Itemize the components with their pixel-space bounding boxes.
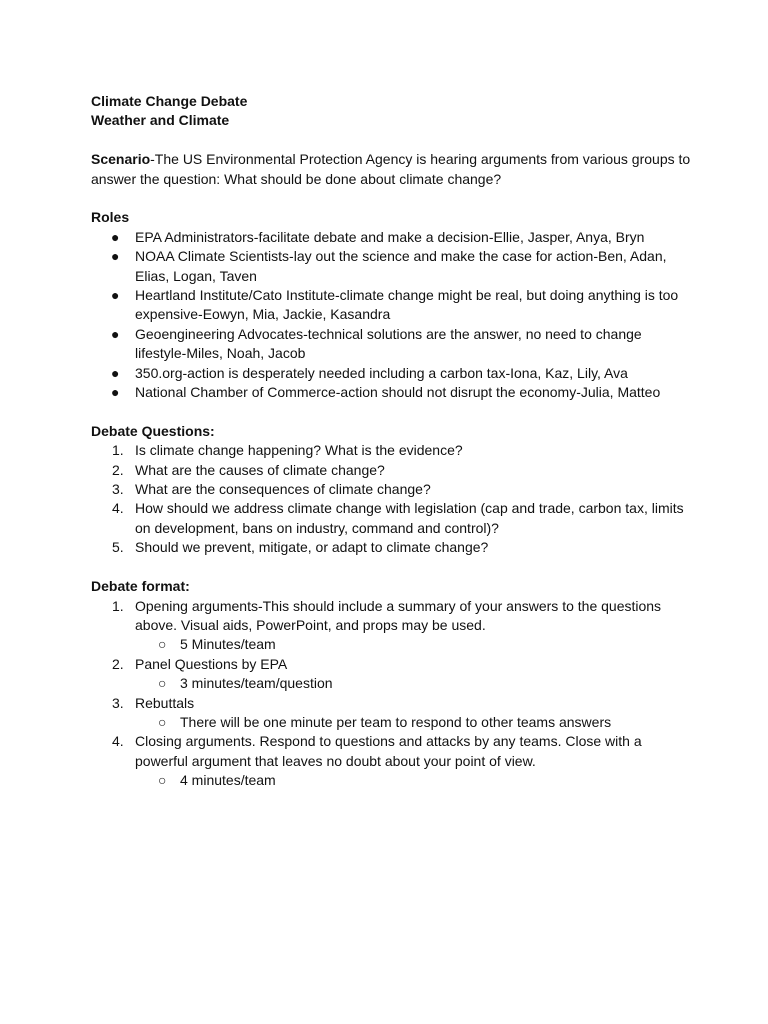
item-number: 1. bbox=[112, 597, 124, 614]
format-sub-item bbox=[91, 635, 691, 654]
format-sub-list bbox=[135, 674, 691, 693]
format-sub-item bbox=[91, 674, 691, 693]
question-text: How should we address climate change with legislation (cap and trade, carbon tax, limits on development, bans on industry, command and control)? bbox=[135, 500, 684, 536]
roles-list bbox=[91, 228, 691, 403]
bullet-icon: ● bbox=[111, 287, 120, 304]
roles-heading: Roles bbox=[91, 209, 130, 226]
question-text: What are the causes of climate change? bbox=[135, 461, 385, 478]
bullet-icon: ● bbox=[111, 364, 120, 381]
format-sub-text: 3 minutes/team/question bbox=[180, 675, 333, 692]
bullet-icon: ● bbox=[111, 325, 120, 342]
format-item bbox=[91, 732, 691, 790]
question-text: What are the consequences of climate change? bbox=[135, 481, 431, 498]
format-text: Rebuttals bbox=[135, 694, 195, 711]
question-text: Is climate change happening? What is the evidence? bbox=[135, 442, 463, 459]
scenario-label: Scenario bbox=[91, 151, 151, 168]
bullet-icon: ● bbox=[111, 228, 120, 245]
format-item bbox=[91, 655, 691, 694]
question-item bbox=[91, 480, 691, 499]
role-item bbox=[91, 325, 691, 364]
role-text: Geoengineering Advocates-technical solutions are the answer, no need to change lifestyle-Miles, Noah, Jacob bbox=[135, 325, 642, 362]
item-number: 3. bbox=[112, 481, 124, 498]
item-number: 4. bbox=[112, 500, 124, 517]
format-sub-text: 5 Minutes/team bbox=[180, 636, 276, 653]
role-text: Heartland Institute/Cato Institute-climate change might be real, but doing anything is too expensive-Eowyn, Mia, Jackie, Kasandra bbox=[135, 287, 679, 323]
bullet-icon: ● bbox=[111, 248, 120, 265]
format-text: Closing arguments. Respond to questions and attacks by any teams. Close with a powerful argument that leaves no doubt about your point of view. bbox=[135, 733, 642, 769]
format-sub-list bbox=[135, 635, 691, 654]
spacer bbox=[91, 558, 691, 577]
questions-list bbox=[91, 441, 691, 557]
item-number: 2. bbox=[112, 655, 124, 672]
document-title: Climate Change Debate bbox=[91, 93, 248, 109]
bullet-icon: ● bbox=[111, 384, 120, 401]
question-item bbox=[91, 461, 691, 480]
format-sub-item bbox=[91, 771, 691, 790]
circle-bullet-icon: ○ bbox=[158, 636, 167, 653]
format-sub-list bbox=[135, 713, 691, 732]
format-item bbox=[91, 597, 691, 655]
document-subtitle: Weather and Climate bbox=[91, 112, 230, 129]
format-list bbox=[91, 597, 691, 791]
format-heading: Debate format: bbox=[91, 578, 190, 595]
circle-bullet-icon: ○ bbox=[158, 713, 167, 730]
spacer bbox=[91, 189, 691, 208]
role-item bbox=[91, 228, 691, 247]
role-item bbox=[91, 364, 691, 383]
role-item bbox=[91, 383, 691, 402]
role-text: NOAA Climate Scientists-lay out the science and make the case for action-Ben, Adan, Elias, Logan, Taven bbox=[135, 248, 667, 284]
circle-bullet-icon: ○ bbox=[158, 675, 167, 692]
document-page bbox=[91, 92, 691, 791]
question-text: Should we prevent, mitigate, or adapt to climate change? bbox=[135, 539, 489, 556]
format-item bbox=[91, 694, 691, 733]
format-text: Opening arguments-This should include a summary of your answers to the questions above. Visual aids, PowerPoint, and props may be used. bbox=[135, 597, 662, 633]
scenario-text: -The US Environmental Protection Agency is hearing arguments from various groups to answer the question: What should be done about climate change? bbox=[91, 151, 691, 187]
question-item bbox=[91, 538, 691, 557]
format-sub-text: There will be one minute per team to respond to other teams answers bbox=[180, 713, 612, 730]
spacer bbox=[91, 131, 691, 150]
item-number: 4. bbox=[112, 733, 124, 750]
circle-bullet-icon: ○ bbox=[158, 772, 167, 789]
format-sub-item bbox=[91, 713, 691, 732]
question-item bbox=[91, 499, 691, 538]
format-sub-list bbox=[135, 771, 691, 790]
role-text: 350.org-action is desperately needed including a carbon tax-Iona, Kaz, Lily, Ava bbox=[135, 364, 628, 381]
item-number: 1. bbox=[112, 442, 124, 459]
role-item bbox=[91, 286, 691, 325]
question-item bbox=[91, 441, 691, 460]
role-text: EPA Administrators-facilitate debate and make a decision-Ellie, Jasper, Anya, Bryn bbox=[135, 228, 645, 245]
role-text: National Chamber of Commerce-action should not disrupt the economy-Julia, Matteo bbox=[135, 384, 661, 401]
spacer bbox=[91, 402, 691, 421]
item-number: 2. bbox=[112, 461, 124, 478]
item-number: 5. bbox=[112, 539, 124, 556]
role-item bbox=[91, 247, 691, 286]
scenario-paragraph bbox=[91, 150, 691, 189]
questions-heading: Debate Questions: bbox=[91, 422, 215, 439]
format-text: Panel Questions by EPA bbox=[135, 655, 288, 672]
format-sub-text: 4 minutes/team bbox=[180, 772, 276, 789]
item-number: 3. bbox=[112, 694, 124, 711]
